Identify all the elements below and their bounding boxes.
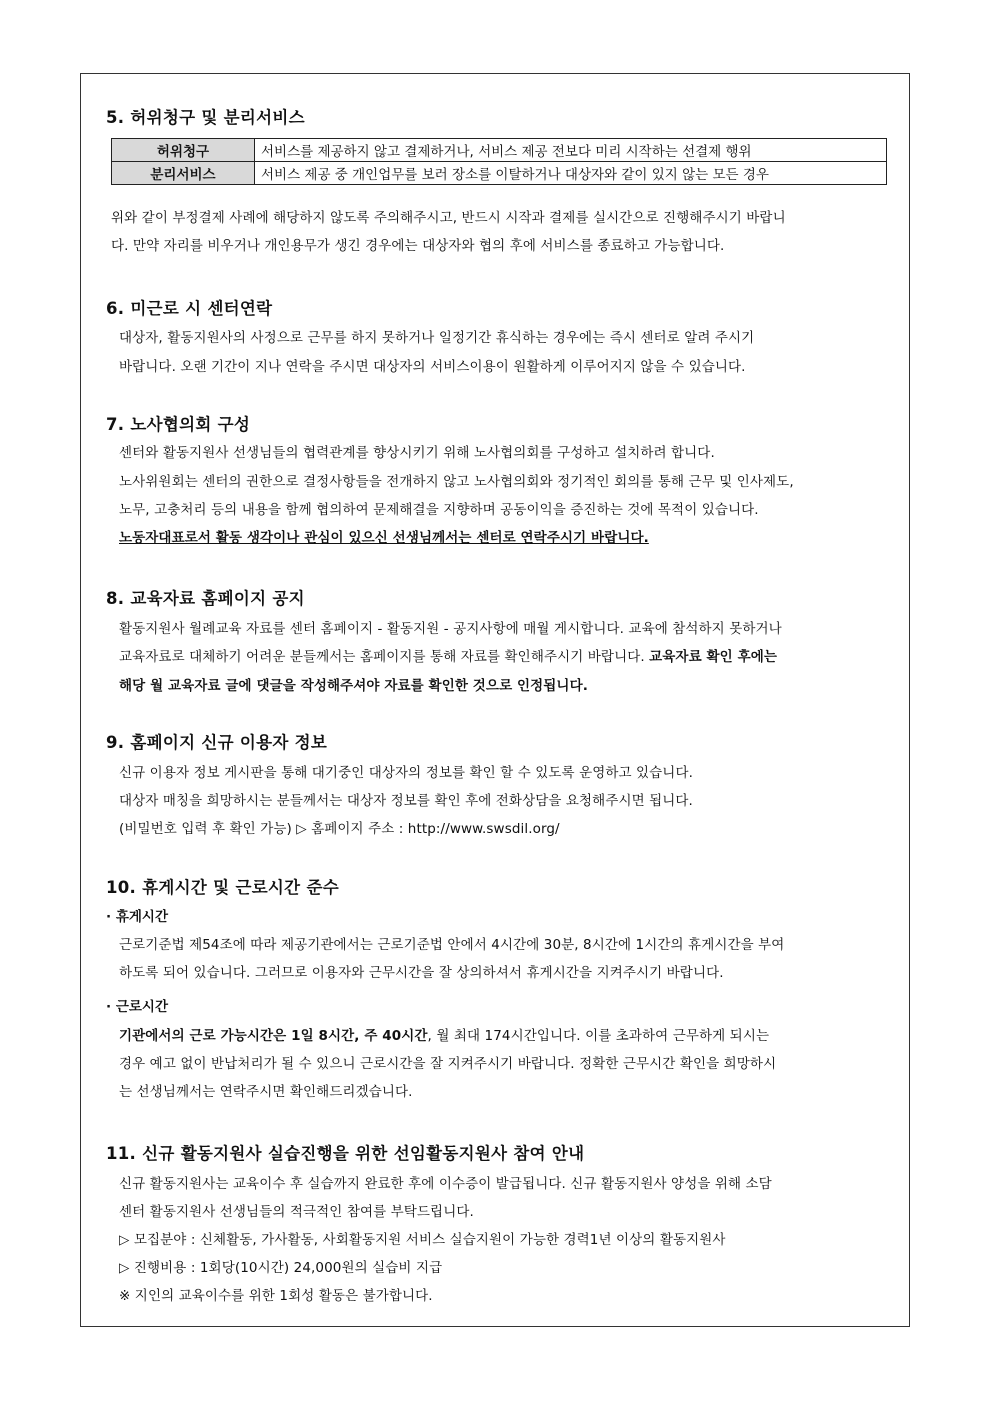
section-7-para-3: 노무, 고충처리 등의 내용을 함께 협의하여 문제해결을 지향하며 공동이익을 증진하는 것에 목적이 있습니다. — [119, 502, 759, 518]
section-8-para-2-bold: 교육자료 확인 후에는 — [649, 649, 778, 665]
section-6-title: 6. 미근로 시 센터연락 — [106, 299, 273, 318]
section-11-para-1: 신규 활동지원사는 교육이수 후 실습까지 완료한 후에 이수증이 발급됩니다. 신규 활동지원사 양성을 위해 소담 — [119, 1176, 772, 1192]
section-10-para-3-text: , 월 최대 174시간입니다. 이를 초과하여 근무하게 되시는 — [427, 1028, 770, 1044]
section-7-para-2: 노사위원회는 센터의 권한으로 결정사항들을 전개하지 않고 노사협의회와 정기적인 회의를 통해 근무 및 인사제도, — [119, 474, 794, 490]
section-10-para-1: 근로기준법 제54조에 따라 제공기관에서는 근로기준법 안에서 4시간에 30분, 8시간에 1시간의 휴게시간을 부여 — [119, 937, 785, 953]
section-10-para-3 — [119, 1024, 769, 1044]
section-8-para-2-text: 교육자료로 대체하기 어려운 분들께서는 홈페이지를 통해 자료를 확인해주시기 바랍니다. — [119, 649, 650, 665]
section-5-title: 5. 허위청구 및 분리서비스 — [106, 108, 305, 127]
table-row — [112, 162, 887, 185]
section-10-para-3-bold: 기관에서의 근로 가능시간은 1일 8시간, 주 40시간 — [119, 1028, 428, 1044]
section-9-homepage-line: (비밀번호 입력 후 확인 가능) ▷ 홈페이지 주소 : http://www.swsdil.org/ — [119, 821, 560, 837]
work-time-heading: · 근로시간 — [106, 999, 168, 1015]
table-row — [112, 139, 887, 162]
section-10-title: 10. 휴게시간 및 근로시간 준수 — [106, 878, 339, 897]
section-11-note: ※ 지인의 교육이수를 위한 1회성 활동은 불가합니다. — [119, 1288, 433, 1304]
rest-time-heading: · 휴게시간 — [106, 909, 168, 925]
table-desc: 서비스 제공 중 개인업무를 보러 장소를 이탈하거나 대상자와 같이 있지 않는 모든 경우 — [255, 162, 887, 185]
section-10-para-4: 경우 예고 없이 반납처리가 될 수 있으니 근로시간을 잘 지켜주시기 바랍니다. 정확한 근무시간 확인을 희망하시 — [119, 1056, 777, 1072]
section-11-title: 11. 신규 활동지원사 실습진행을 위한 선임활동지원사 참여 안내 — [106, 1144, 585, 1163]
section-9-para-1: 신규 이용자 정보 게시판을 통해 대기중인 대상자의 정보를 확인 할 수 있도록 운영하고 있습니다. — [119, 765, 693, 781]
section-5-para-2: 다. 만약 자리를 비우거나 개인용무가 생긴 경우에는 대상자와 협의 후에 서비스를 종료하고 가능합니다. — [111, 238, 725, 254]
section-8-title: 8. 교육자료 홈페이지 공지 — [106, 589, 305, 608]
section-8-para-2 — [119, 645, 777, 665]
section-9-title: 9. 홈페이지 신규 이용자 정보 — [106, 733, 328, 752]
section-6-para-1: 대상자, 활동지원사의 사정으로 근무를 하지 못하거나 일정기간 휴식하는 경우에는 즉시 센터로 알려 주시기 — [119, 330, 755, 346]
document-frame — [80, 73, 910, 1327]
section-8-para-1: 활동지원사 월례교육 자료를 센터 홈페이지 - 활동지원 - 공지사항에 매월 게시합니다. 교육에 참석하지 못하거나 — [119, 621, 782, 637]
section-11-recruit-field: ▷ 모집분야 : 신체활동, 가사활동, 사회활동지원 서비스 실습지원이 가능한 경력1년 이상의 활동지원사 — [119, 1232, 726, 1248]
section-10-para-5: 는 선생님께서는 연락주시면 확인해드리겠습니다. — [119, 1084, 413, 1100]
section-11-cost: ▷ 진행비용 : 1회당(10시간) 24,000원의 실습비 지급 — [119, 1260, 443, 1276]
section-9-para-2: 대상자 매칭을 희망하시는 분들께서는 대상자 정보를 확인 후에 전화상담을 요청해주시면 됩니다. — [119, 793, 693, 809]
section-7-notice: 노동자대표로서 활동 생각이나 관심이 있으신 선생님께서는 센터로 연락주시기 바랍니다. — [119, 530, 649, 546]
section-8-para-3: 해당 월 교육자료 글에 댓글을 작성해주셔야 자료를 확인한 것으로 인정됩니다. — [119, 678, 588, 694]
table-term: 허위청구 — [112, 139, 255, 162]
table-term: 분리서비스 — [112, 162, 255, 185]
section-5-para-1: 위와 같이 부정결제 사례에 해당하지 않도록 주의해주시고, 반드시 시작과 결제를 실시간으로 진행해주시기 바랍니 — [111, 210, 786, 226]
billing-table — [111, 138, 887, 185]
table-desc: 서비스를 제공하지 않고 결제하거나, 서비스 제공 전보다 미리 시작하는 선결제 행위 — [255, 139, 887, 162]
section-6-para-2: 바랍니다. 오랜 기간이 지나 연락을 주시면 대상자의 서비스이용이 원활하게 이루어지지 않을 수 있습니다. — [119, 359, 746, 375]
section-10-para-2: 하도록 되어 있습니다. 그러므로 이용자와 근무시간을 잘 상의하셔서 휴게시간을 지켜주시기 바랍니다. — [119, 965, 724, 981]
section-7-title: 7. 노사협의회 구성 — [106, 415, 251, 434]
section-11-para-2: 센터 활동지원사 선생님들의 적극적인 참여를 부탁드립니다. — [119, 1204, 474, 1220]
section-7-para-1: 센터와 활동지원사 선생님들의 협력관계를 향상시키기 위해 노사협의회를 구성하고 설치하려 합니다. — [119, 445, 715, 461]
